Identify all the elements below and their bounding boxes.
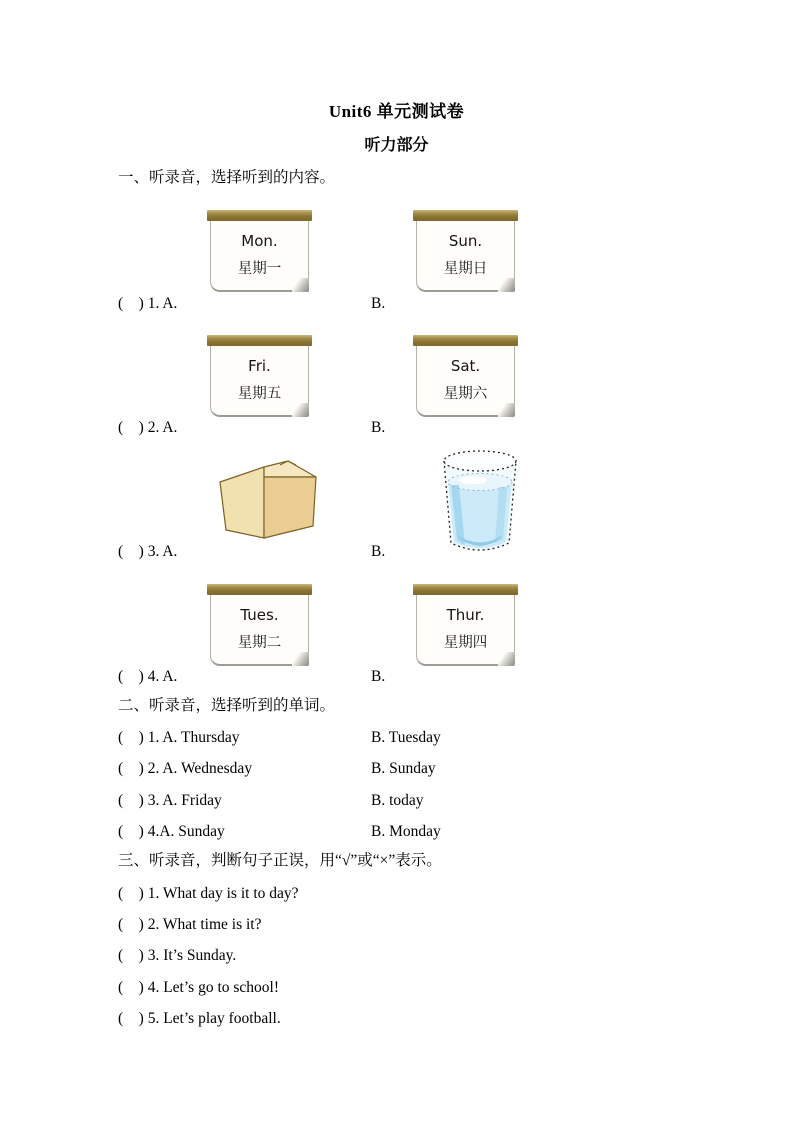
s2-item-3-option-a: ( ) 3. A. Friday	[118, 792, 222, 809]
calendar-day-abbr: Mon.	[241, 232, 278, 250]
s2-item-1-option-b: B. Tuesday	[371, 729, 441, 746]
calendar-card-sat	[413, 335, 518, 417]
calendar-card-fri	[207, 335, 312, 417]
s2-item-2-option-a: ( ) 2. A. Wednesday	[118, 760, 253, 777]
calendar-day-abbr: Thur.	[446, 606, 485, 624]
calendar-day-chinese: 星期日	[443, 261, 488, 277]
calendar-page	[210, 346, 309, 417]
question-4-option-b-label: B.	[371, 668, 386, 685]
calendar-top-bar	[413, 335, 518, 346]
calendar-page	[416, 346, 515, 417]
calendar-card-thur	[413, 584, 518, 666]
calendar-day-abbr: Tues.	[240, 606, 279, 624]
calendar-day-chinese: 星期二	[237, 635, 282, 651]
page-curl	[498, 652, 515, 666]
section-1-heading: 一、听录音，选择听到的内容。	[118, 169, 336, 186]
question-1-answer-blank: ( ) 1. A.	[118, 295, 178, 312]
calendar-card-tues	[207, 584, 312, 666]
calendar-page	[416, 595, 515, 666]
calendar-day-chinese: 星期五	[237, 386, 282, 402]
question-3-answer-blank: ( ) 3. A.	[118, 543, 178, 560]
question-3-option-b-label: B.	[371, 543, 386, 560]
calendar-top-bar	[207, 335, 312, 346]
calendar-top-bar	[413, 584, 518, 595]
s2-item-4-option-a: ( ) 4.A. Sunday	[118, 823, 225, 840]
calendar-page	[210, 221, 309, 292]
s2-item-4-option-b: B. Monday	[371, 823, 441, 840]
calendar-page	[210, 595, 309, 666]
question-4-answer-blank: ( ) 4. A.	[118, 668, 178, 685]
glass-of-water-image	[437, 447, 523, 555]
s2-item-2-option-b: B. Sunday	[371, 760, 436, 777]
s3-item-2: ( ) 2. What time is it?	[118, 916, 262, 933]
page-curl	[292, 278, 309, 292]
s2-item-3-option-b: B. today	[371, 792, 424, 809]
question-2-answer-blank: ( ) 2. A.	[118, 419, 178, 436]
question-2-option-b-label: B.	[371, 419, 386, 436]
calendar-card-mon	[207, 210, 312, 292]
calendar-day-chinese: 星期一	[237, 261, 282, 277]
page-subtitle: 听力部分	[364, 137, 429, 154]
question-1-option-b-label: B.	[371, 295, 386, 312]
page-curl	[498, 403, 515, 417]
page-curl	[292, 403, 309, 417]
page-curl	[498, 278, 515, 292]
calendar-day-abbr: Fri.	[248, 357, 271, 375]
calendar-top-bar	[413, 210, 518, 221]
s2-item-1-option-a: ( ) 1. A. Thursday	[118, 729, 240, 746]
cardboard-box-image	[212, 452, 324, 544]
section-3-heading: 三、听录音，判断句子正误，用“√”或“×”表示。	[118, 852, 442, 869]
calendar-day-chinese: 星期六	[443, 386, 488, 402]
calendar-top-bar	[207, 210, 312, 221]
calendar-top-bar	[207, 584, 312, 595]
s3-item-1: ( ) 1. What day is it to day?	[118, 885, 299, 902]
page-title: Unit6 单元测试卷	[328, 102, 465, 121]
calendar-page	[416, 221, 515, 292]
calendar-day-abbr: Sun.	[448, 232, 483, 250]
section-2-heading: 二、听录音，选择听到的单词。	[118, 697, 336, 714]
s3-item-5: ( ) 5. Let’s play football.	[118, 1010, 281, 1027]
s3-item-4: ( ) 4. Let’s go to school!	[118, 979, 280, 996]
calendar-day-abbr: Sat.	[450, 357, 481, 375]
calendar-card-sun	[413, 210, 518, 292]
calendar-day-chinese: 星期四	[443, 635, 488, 651]
page-curl	[292, 652, 309, 666]
s3-item-3: ( ) 3. It’s Sunday.	[118, 947, 237, 964]
